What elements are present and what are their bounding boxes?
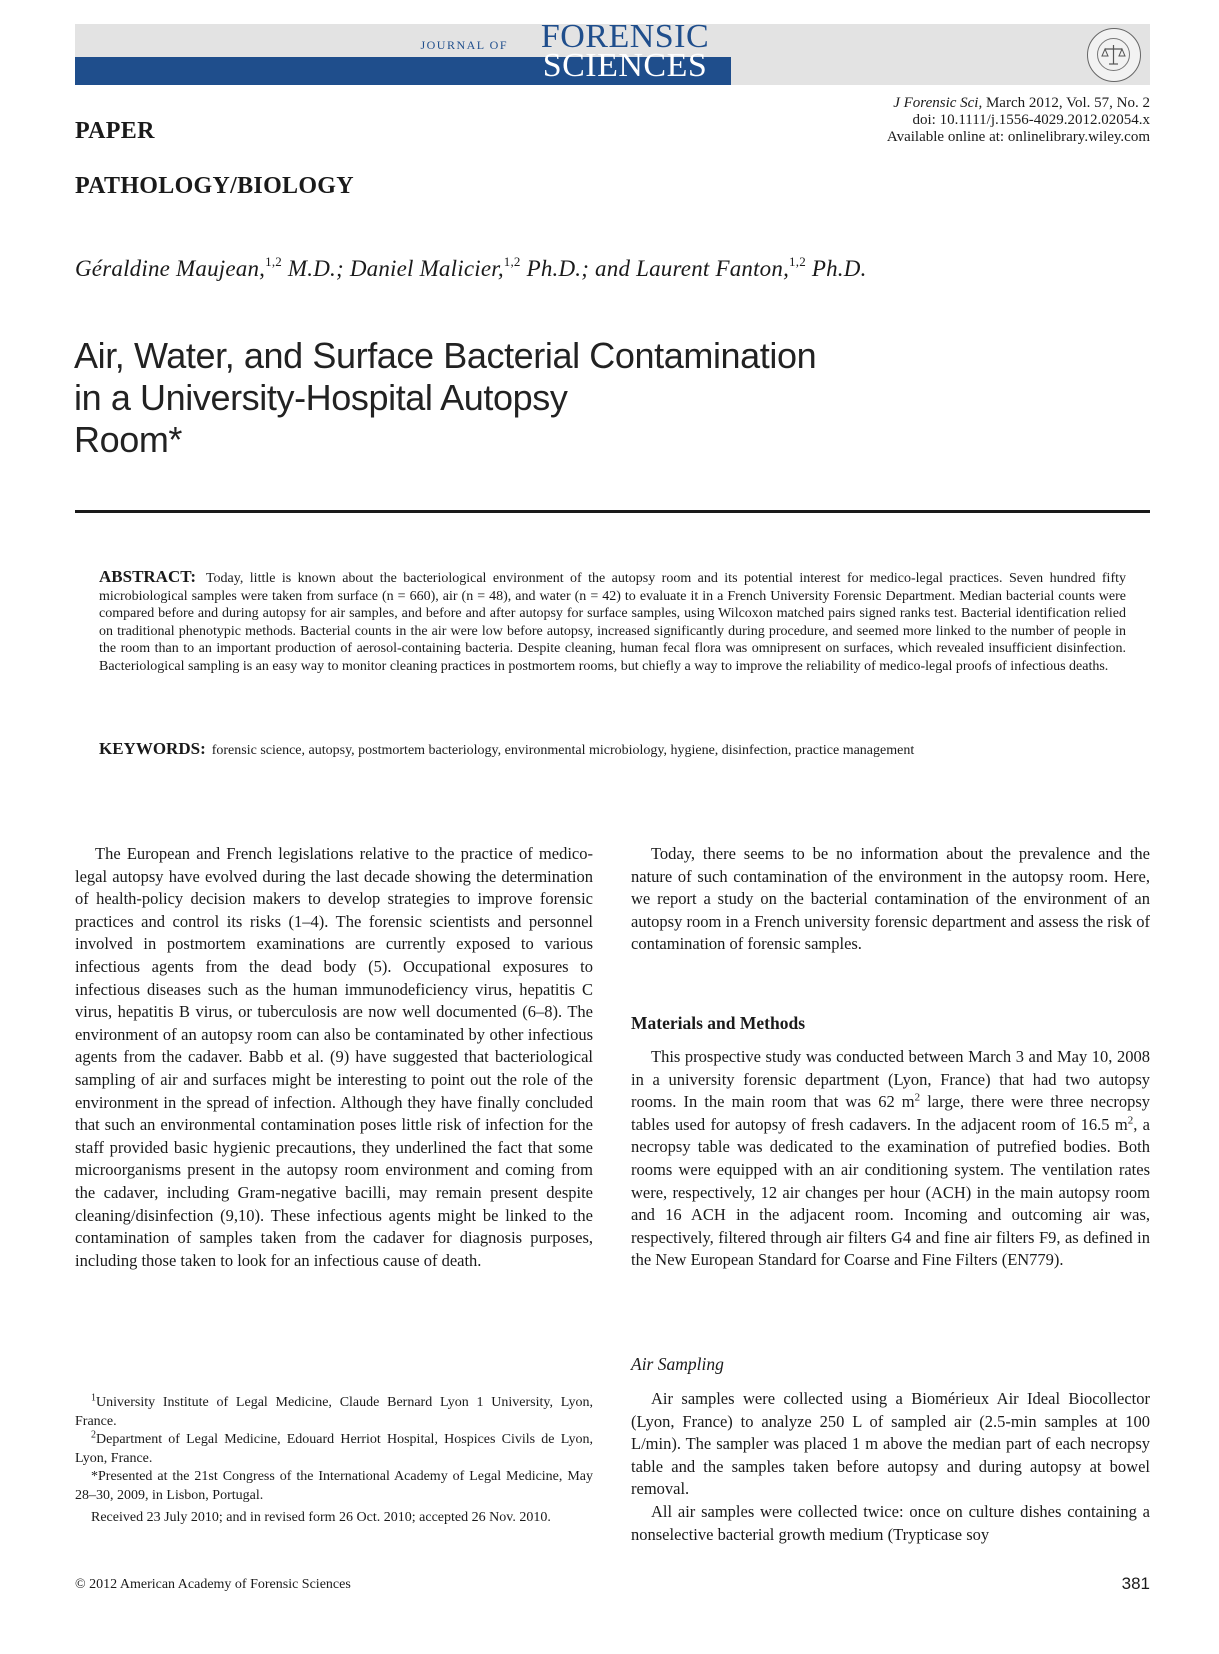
author-name: Laurent Fanton, bbox=[636, 256, 790, 281]
author-degree: M.D.; bbox=[281, 256, 350, 281]
page-number: 381 bbox=[1121, 1574, 1150, 1593]
citation-journal: J Forensic Sci, bbox=[893, 95, 983, 111]
air-sampling-paragraph: All air samples were collected twice: once on culture dishes containing a nonselective bacterial growth medium (Trypticase soy bbox=[631, 1501, 1150, 1544]
author-affiliation: 1,2 bbox=[789, 254, 806, 269]
title-divider bbox=[75, 510, 1150, 513]
abstract-text: Today, little is known about the bacteriological environment of the autopsy room and its potential interest for medico-legal practices. Seven hundred fifty microbiological samples were taken from surface (n = 660), air (n = 48), and water (n = 42) to evaluate it in a French University Forensic Department. Median bacterial counts were compared before and during autopsy for air samples, and before and after autopsy for surface samples, using Wilcoxon matched pairs signed ranks test. Bacterial identification relied on traditional phenotypic methods. Bacterial counts in the air were low before autopsy, increased significantly during procedure, and seemed more linked to the number of people in the room than to an important production of aerosol-containing bacteria. Despite cleaning, human fecal flora was omnipresent on surfaces, which revealed insufficient disinfection. Bacteriological sampling is an easy way to monitor cleaning practices in postmortem rooms, but chiefly a way to improve the reliability of medico-legal proofs of infectious deaths. bbox=[99, 571, 1126, 674]
author-list bbox=[75, 256, 867, 282]
journal-name-word2: SCIENCES bbox=[542, 47, 708, 84]
author-name: Géraldine Maujean, bbox=[75, 256, 266, 281]
footnote bbox=[75, 1431, 593, 1468]
keywords bbox=[99, 740, 1126, 760]
section-topic: PATHOLOGY/BIOLOGY bbox=[75, 173, 354, 199]
air-sampling-heading: Air Sampling bbox=[631, 1354, 724, 1374]
methods-text-a: This prospective study was conducted between March 3 and May 10, 2008 in a university forensic department (Lyon, France) that had two autopsy rooms. In the main room that was 62 m bbox=[631, 1047, 1150, 1112]
citation-issue: March 2012, Vol. 57, No. 2 bbox=[985, 95, 1150, 111]
scales-icon bbox=[1088, 29, 1139, 80]
citation-issue-line bbox=[887, 95, 1150, 112]
air-sampling-paragraph: Air samples were collected using a Biomérieux Air Ideal Biocollector (Lyon, France) to analyze 250 L of sampled air (2.5-min samples at 100 L/min). The sampler was placed 1 m above the median part of each necropsy table and the samples taken before autopsy and during autopsy at bowel removal. bbox=[631, 1389, 1150, 1499]
citation-online: Available online at: onlinelibrary.wiley.com bbox=[886, 129, 1150, 145]
footnote-text: Department of Legal Medicine, Edouard Herriot Hospital, Hospices Civils de Lyon, Lyon, France. bbox=[75, 1432, 593, 1466]
superscript: 2 bbox=[1127, 1114, 1134, 1127]
copyright: © 2012 American Academy of Forensic Sciences bbox=[75, 1577, 351, 1592]
keywords-text: forensic science, autopsy, postmortem bacteriology, environmental microbiology, hygiene, disinfection, practice management bbox=[211, 743, 915, 758]
methods-section bbox=[631, 1046, 1150, 1272]
footnotes bbox=[75, 1394, 593, 1528]
author-degree: Ph.D.; and bbox=[520, 256, 637, 281]
author-affiliation: 1,2 bbox=[265, 254, 282, 269]
paper-title bbox=[74, 335, 834, 461]
footnote bbox=[75, 1394, 593, 1431]
methods-paragraph bbox=[631, 1046, 1150, 1272]
body-right-column bbox=[631, 843, 1150, 956]
footnote-mark: 2 bbox=[91, 1429, 96, 1441]
citation-doi: doi: 10.1111/j.1556-4029.2012.02054.x bbox=[912, 112, 1150, 128]
title-line: in a University-Hospital Autopsy bbox=[74, 377, 568, 418]
methods-text-c: , a necropsy table was dedicated to the examination of putrefied bodies. Both rooms were equipped with an air conditioning system. The ventilation rates were, respectively, 12 air changes per hour (ACH) in the main autopsy room and 16 ACH in the adjacent room. Incoming and outcoming air was, respectively, filtered through air filters G4 and fine air filters F9, as defined in the New European Standard for Coarse and Fine Filters (EN779). bbox=[631, 1114, 1150, 1270]
intro-paragraph-2: Today, there seems to be no information about the prevalence and the nature of such contamination of the environment in the autopsy room. Here, we report a study on the bacterial contamination of the environment of an autopsy room in a French university forensic department and assess the risk of contamination of forensic samples. bbox=[631, 844, 1150, 954]
footnote-mark: 1 bbox=[91, 1392, 96, 1404]
journal-name-word1: FORENSIC bbox=[540, 18, 710, 55]
received-dates: Received 23 July 2010; and in revised form 26 Oct. 2010; accepted 26 Nov. 2010. bbox=[91, 1510, 551, 1525]
keywords-label: KEYWORDS: bbox=[99, 739, 206, 758]
citation-block bbox=[887, 95, 1150, 146]
abstract-label: ABSTRACT: bbox=[99, 567, 196, 586]
methods-heading: Materials and Methods bbox=[631, 1013, 806, 1033]
superscript: 2 bbox=[914, 1091, 921, 1104]
footnote-text: University Institute of Legal Medicine, Claude Bernard Lyon 1 University, Lyon, France. bbox=[75, 1395, 593, 1429]
journal-logo bbox=[514, 18, 736, 84]
intro-paragraph: The European and French legislations relative to the practice of medico-legal autopsy have evolved during the last decade showing the determination of health-policy decision makers to develop strategies to improve forensic practices and control its risks (1–4). The forensic scientists and personnel involved in postmortem examinations are currently exposed to various infectious agents from the dead body (5). Occupational exposures to infectious diseases such as the human immunodeficiency virus, hepatitis C virus, hepatitis B virus, or tuberculosis are now well documented (6–8). The environment of an autopsy room can also be contaminated by other infectious agents from the cadaver. Babb et al. (9) have suggested that bacteriological sampling of air and surfaces might be interesting to point out the role of the environment in the spread of infection. Although they have finally concluded that such an environmental contamination poses little risk of infection for the staff provided basic hygienic precautions, they underlined the fact that some microorganisms present in the autopsy room environment and coming from the cadaver, including Gram-negative bacilli, may remain present despite cleaning/disinfection (9,10). These infectious agents might be linked to the contamination of samples taken from the cadaver for diagnosis purposes, including those taken to look for an infectious cause of death. bbox=[75, 844, 593, 1270]
air-sampling-section bbox=[631, 1388, 1150, 1546]
title-line: Air, Water, and Surface Bacterial Contamination bbox=[74, 335, 817, 376]
title-line: Room* bbox=[74, 419, 183, 460]
author-degree: Ph.D. bbox=[805, 256, 867, 281]
academy-seal-icon bbox=[1087, 28, 1141, 82]
journal-of-label: JOURNAL OF bbox=[420, 38, 508, 52]
abstract bbox=[99, 568, 1126, 675]
author-affiliation: 1,2 bbox=[503, 254, 521, 269]
body-left-column bbox=[75, 843, 593, 1272]
methods-text-b: large, there were three necropsy tables used for autopsy of fresh cadavers. In the adjacent room of 16.5 m bbox=[631, 1092, 1150, 1134]
author-name: Daniel Malicier, bbox=[349, 256, 504, 281]
section-type: PAPER bbox=[75, 118, 155, 144]
footnote: *Presented at the 21st Congress of the International Academy of Legal Medicine, May 28–30, 2009, in Lisbon, Portugal. bbox=[75, 1469, 593, 1503]
